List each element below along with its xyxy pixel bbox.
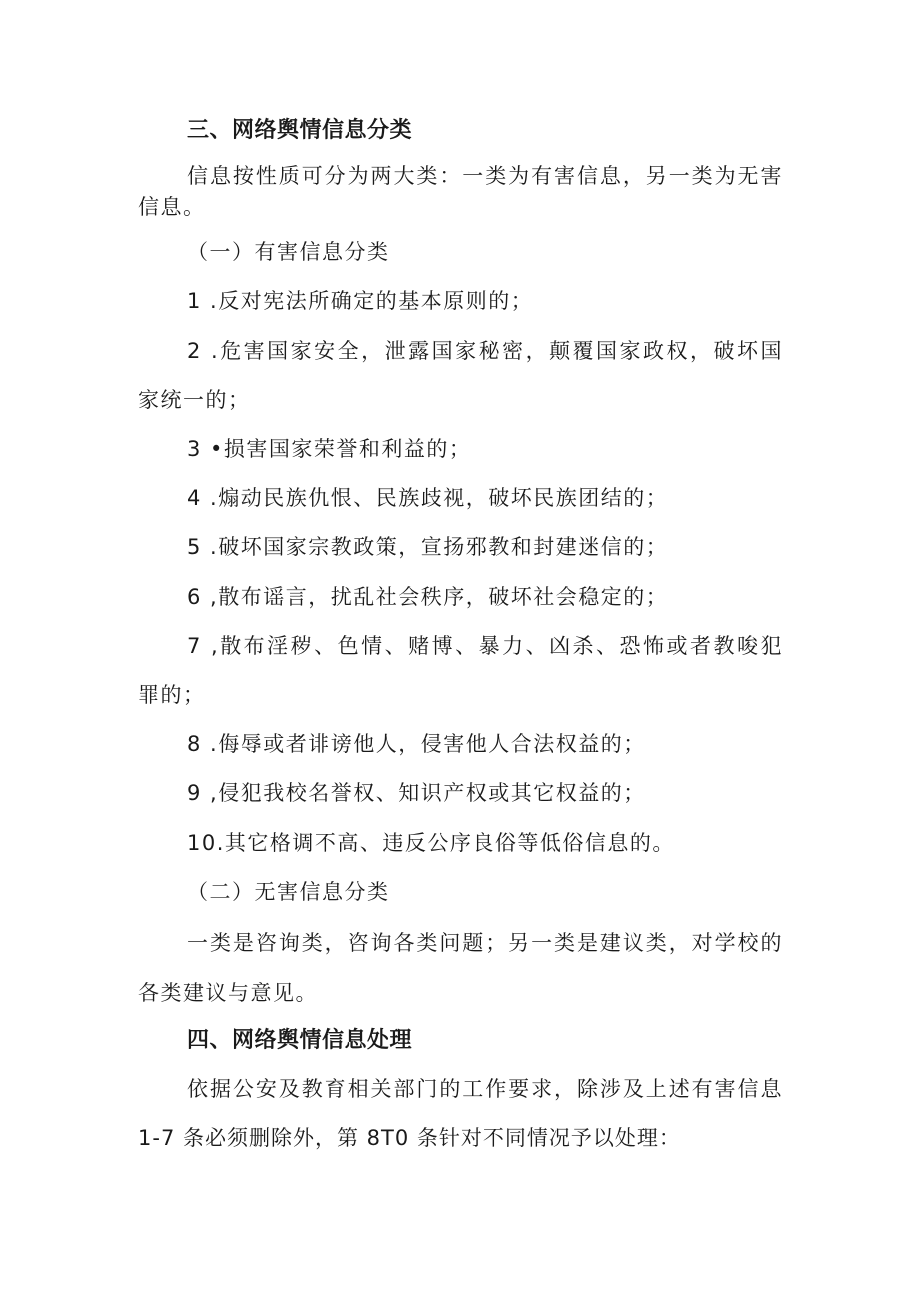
section-4-line-1: 依据公安及教育相关部门的工作要求，除涉及上述有害信息: [187, 1077, 783, 1101]
harmful-item-4: 4 .煽动民族仇恨、民族歧视，破坏民族团结的；: [187, 486, 669, 510]
harmless-info-heading: （二）无害信息分类: [187, 880, 390, 904]
harmful-item-9: 9 ,侵犯我校名誉权、知识产权或其它权益的；: [187, 781, 646, 805]
section-3-heading: 三、网络舆情信息分类: [187, 118, 413, 143]
harmful-item-2-line-1: 2 .危害国家安全，泄露国家秘密，颠覆国家政权，破坏国: [187, 339, 783, 363]
harmful-item-7-line-2: 罪的；: [138, 683, 206, 707]
harmful-item-7-line-1: 7 ,散布淫秽、色情、赌博、暴力、凶杀、恐怖或者教唆犯: [187, 634, 783, 658]
section-4-heading: 四、网络舆情信息处理: [187, 1028, 413, 1053]
harmful-item-10: 10.其它格调不高、违反公序良俗等低俗信息的。: [187, 831, 675, 855]
section-4-line-2: 1-7 条必须删除外，第 8T0 条针对不同情况予以处理：: [138, 1126, 681, 1150]
harmless-info-line-1: 一类是咨询类，咨询各类问题；另一类是建议类，对学校的: [187, 931, 783, 955]
section-3-intro-line-2: 信息。: [138, 195, 206, 219]
harmful-info-heading: （一）有害信息分类: [187, 240, 390, 264]
harmful-item-3: 3 •损害国家荣誉和利益的；: [187, 437, 472, 461]
harmful-item-5: 5 .破坏国家宗教政策，宣扬邪教和封建迷信的；: [187, 535, 669, 559]
harmful-item-2-line-2: 家统一的；: [138, 388, 251, 412]
harmful-item-8: 8 .侮辱或者诽谤他人，侵害他人合法权益的；: [187, 732, 646, 756]
harmless-info-line-2: 各类建议与意见。: [138, 981, 318, 1005]
section-3-intro-line-1: 信息按性质可分为两大类：一类为有害信息，另一类为无害: [187, 164, 783, 188]
harmful-item-6: 6 ,散布谣言，扰乱社会秩序，破坏社会稳定的；: [187, 585, 669, 609]
harmful-item-1: 1 .反对宪法所确定的基本原则的；: [187, 289, 534, 313]
